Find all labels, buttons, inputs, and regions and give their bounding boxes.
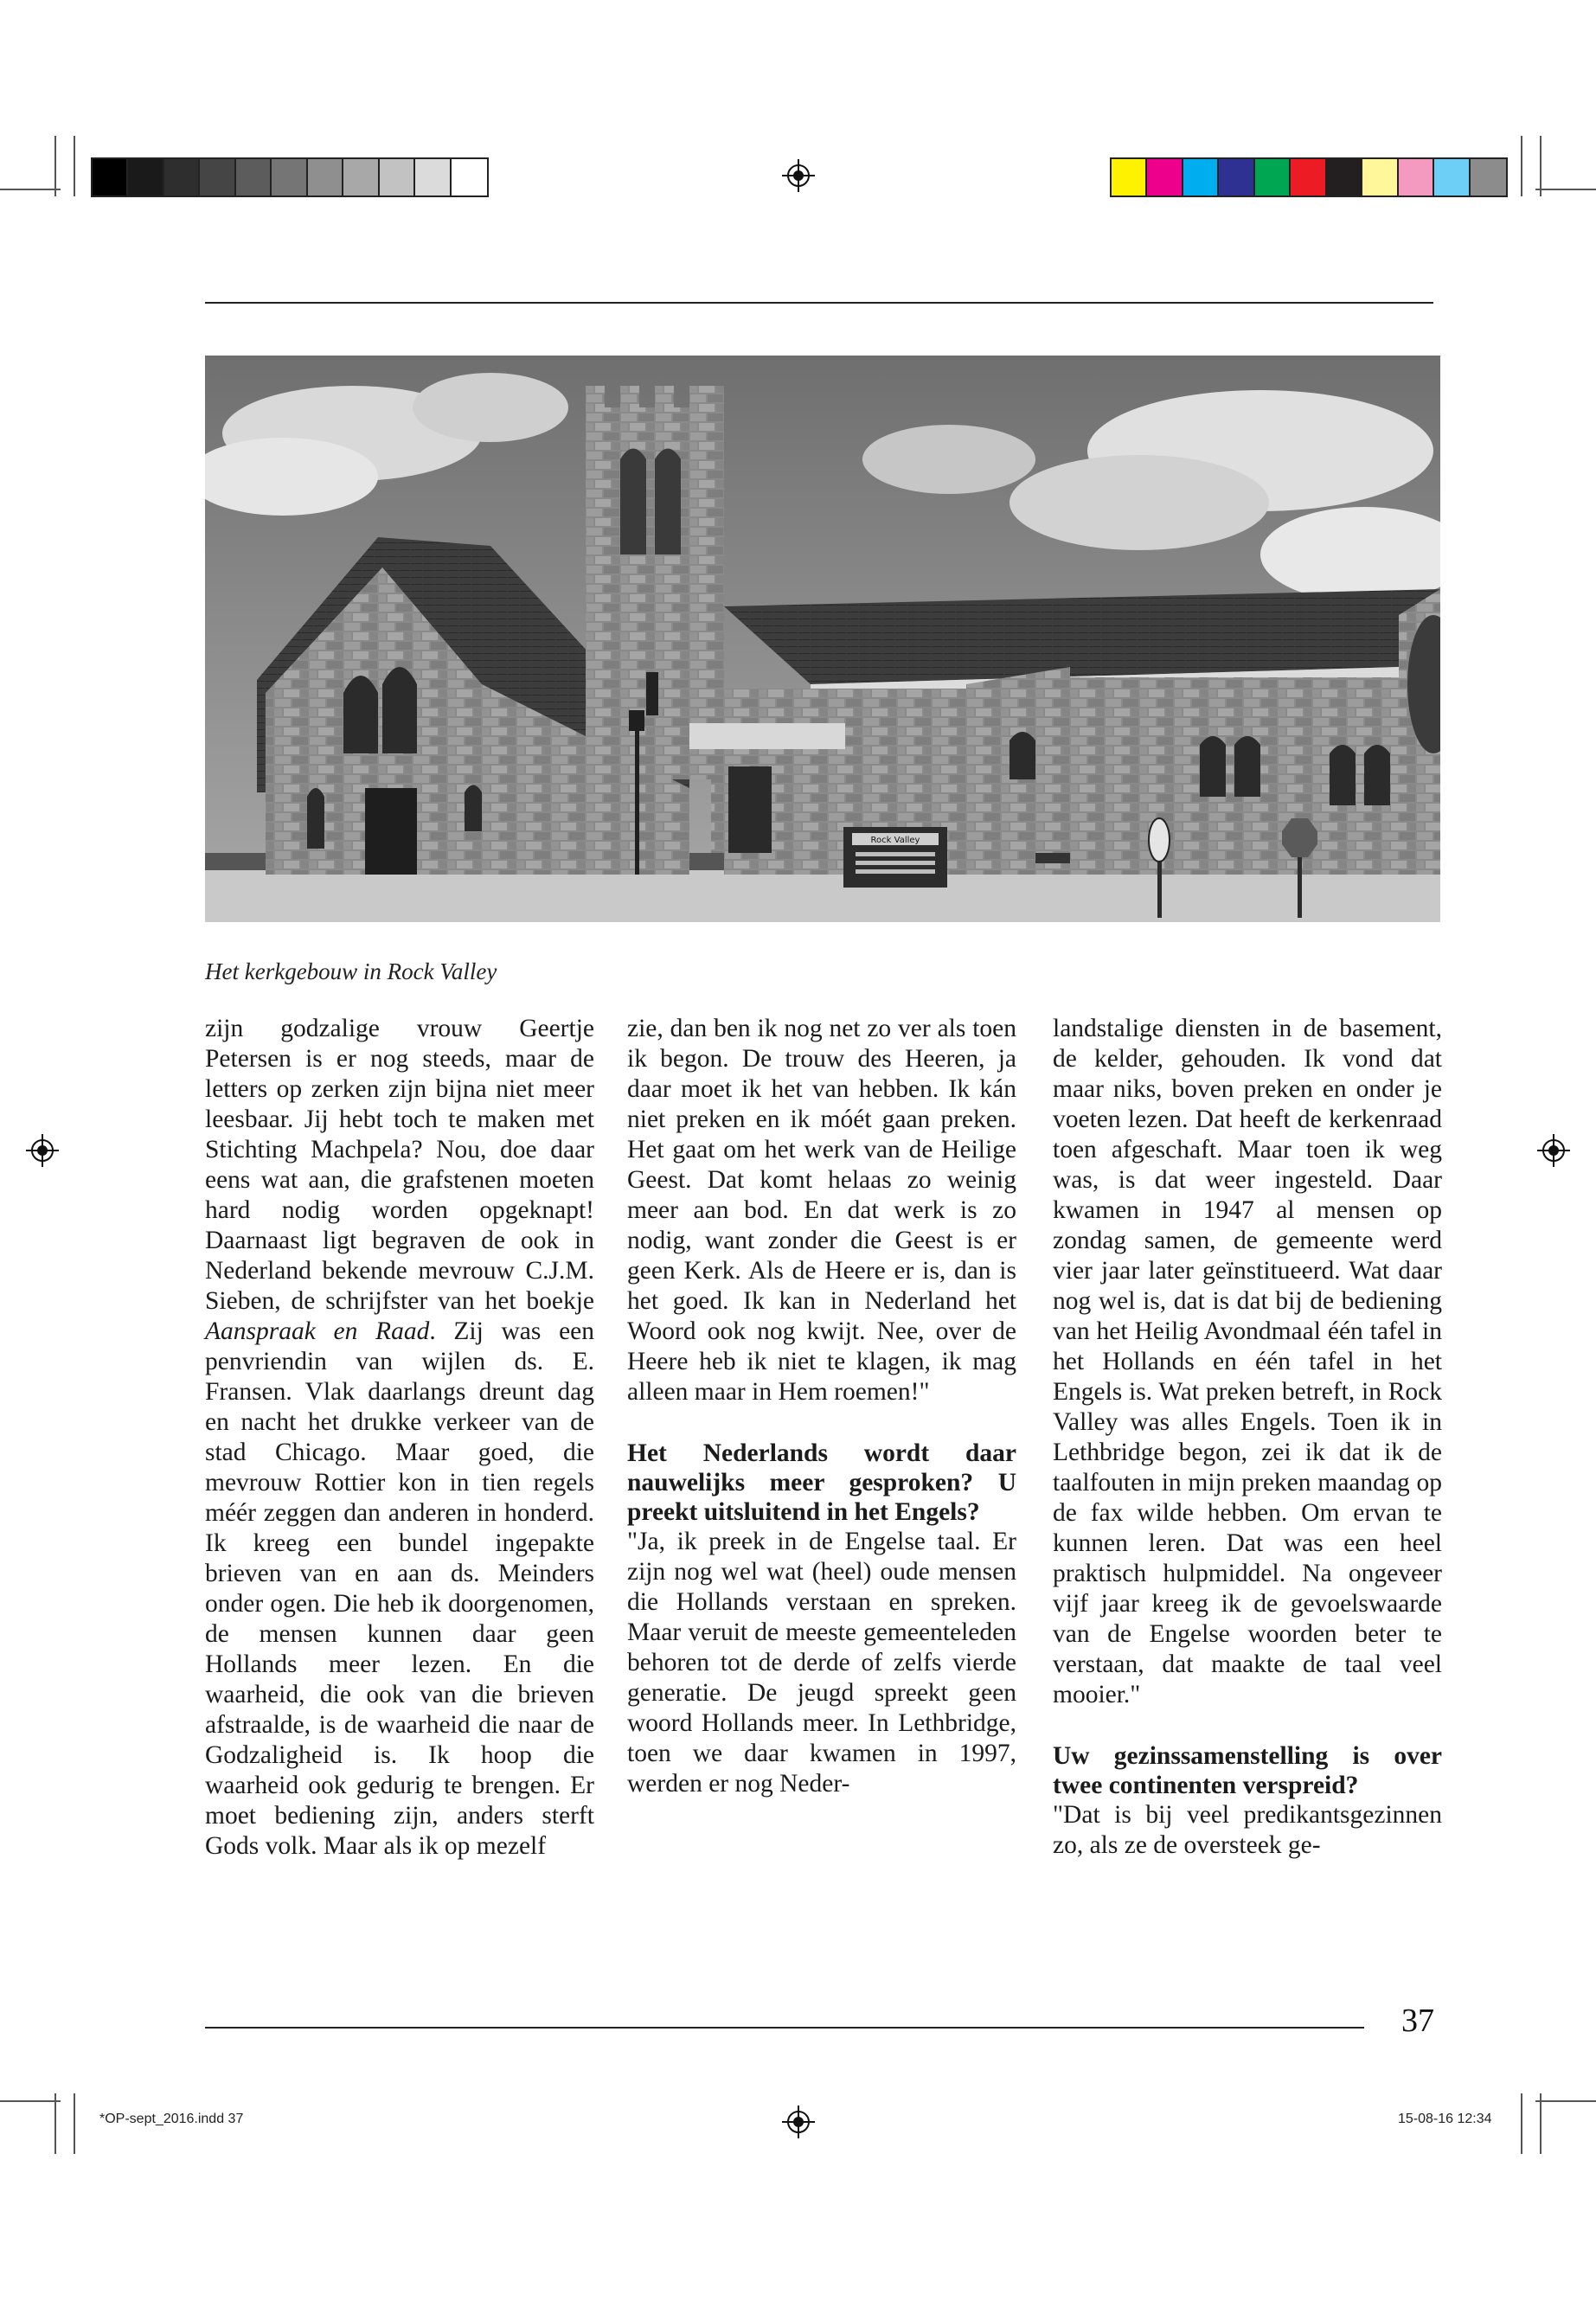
text-run: zijn godzalige vrouw Geertje Petersen is er nog steeds, maar de letters op zerken zijn bijna niet meer leesbaar. Jij hebt toch te maken met Stichting Machpela? Nou, doe daar eens wat aan, die grafstenen moeten hard nodig worden opgeknapt! Daarnaast ligt begraven de ook in Nederland bekende mevrouw C.J.M. Sieben, de schrijfster van het boekje xyxy=(205,1015,594,1315)
registration-mark-icon xyxy=(782,2106,815,2138)
calibration-swatch xyxy=(1219,159,1254,195)
calibration-swatch xyxy=(1291,159,1326,195)
calibration-swatch xyxy=(1327,159,1362,195)
color-calibration-bar xyxy=(1110,157,1508,197)
calibration-swatch xyxy=(1434,159,1470,195)
crop-mark xyxy=(54,136,56,196)
calibration-swatch xyxy=(415,159,451,195)
crop-mark xyxy=(54,2093,56,2154)
article-column-3 xyxy=(1053,1014,1442,1861)
calibration-swatch xyxy=(343,159,379,195)
crop-mark xyxy=(1521,136,1522,196)
crop-mark xyxy=(1540,2093,1542,2154)
page-number: 37 xyxy=(1401,2003,1434,2039)
crop-mark xyxy=(74,136,75,196)
calibration-swatch xyxy=(164,159,200,195)
calibration-swatch xyxy=(1255,159,1291,195)
text-run: . Zij was een penvriendin van wijlen ds. E. Fransen. Vlak daarlangs dreunt dag en nacht het drukke verkeer van de stad Chicago. Maar goed, die mevrouw Rottier kon in tien regels méér zeggen dan anderen in honderd. Ik kreeg een bundel ingepakte brieven van en aan ds. Meinders onder ogen. Die heb ik doorgenomen, de mensen kunnen daar geen Hollands meer lezen. En die waarheid, die ook van die brieven afstraalde, is de waarheid die naar de Godzaligheid is. Ik hoop die waarheid ook gedurig te brengen. Er moet bediening zijn, anders sterft Gods volk. Maar als ik op mezelf xyxy=(205,1317,595,1860)
church-illustration xyxy=(205,356,1440,922)
slug-filename: *OP-sept_2016.indd 37 xyxy=(99,2112,244,2126)
crop-mark xyxy=(1535,189,1596,190)
footer-rule xyxy=(205,2027,1364,2029)
calibration-swatch xyxy=(1112,159,1147,195)
calibration-swatch xyxy=(452,159,487,195)
paragraph: zie, dan ben ik nog net zo ver als toen ik begon. De trouw des Heeren, ja daar moet ik het van hebben. Ik kán niet preken en ik móét gaan preken. Het gaat om het werk van de Heilige Geest. Dat komt helaas zo weinig meer aan bod. En dat werk is zo nodig, want zonder die Geest is er geen Kerk. Als de Heere er is, dan is het goed. Ik kan in Nederland het Woord ook nog kwijt. Nee, over de Heere heb ik niet te klagen, ik mag alleen maar in Hem roemen!" xyxy=(627,1015,1016,1406)
crop-mark xyxy=(1540,136,1542,196)
paragraph: landstalige diensten in de basement, de kelder, gehouden. Ik vond dat maar niks, boven preken en onder je voeten lezen. Dat heeft de kerkenraad toen afgeschaft. Maar toen ik weg was, is dat weer ingesteld. Daar kwamen in 1947 al mensen op zondag samen, de gemeente werd vier jaar later geïnstitueerd. Wat daar nog wel is, dat is dat bij de bediening van het Heilig Avondmaal één tafel in het Hollands en één tafel in het Engels is. Wat preken betreft, in Rock Valley was alles Engels. Toen ik in Lethbridge begon, zei ik dat ik de taalfouten in mijn preken maandag op de fax wilde hebben. Om ervan te kunnen leren. Dat was een heel praktisch hulpmiddel. Na ongeveer vijf jaar kreeg ik de gevoelswaarde van de Engelse woorden beter te verstaan, dat maakte de taal veel mooier." xyxy=(1053,1015,1442,1708)
article-column-2 xyxy=(627,1014,1016,1799)
registration-mark-icon xyxy=(1537,1134,1570,1167)
article-column-1 xyxy=(205,1014,594,1862)
interview-question: Uw gezinssamenstelling is over twee continenten verspreid? xyxy=(1053,1742,1442,1799)
interview-question: Het Nederlands wordt daar nauwelijks meer gesproken? U preekt uitsluitend in het Engels? xyxy=(627,1439,1016,1526)
calibration-swatch xyxy=(1183,159,1219,195)
registration-mark-icon xyxy=(26,1134,59,1167)
calibration-swatch xyxy=(380,159,415,195)
crop-mark xyxy=(1521,2093,1522,2154)
header-rule xyxy=(205,302,1433,304)
calibration-swatch xyxy=(272,159,307,195)
crop-mark xyxy=(0,2100,61,2102)
paragraph xyxy=(205,1014,594,1862)
church-photo xyxy=(205,356,1440,922)
paragraph: "Ja, ik preek in de Engelse taal. Er zijn nog wel wat (heel) oude mensen die Hollands verstaan en spreken. Maar veruit de meeste gemeenteleden behoren tot de derde of zelfs vierde generatie. De jeugd spreekt geen woord Hollands meer. In Lethbridge, toen we daar kwamen in 1997, werden er nog Neder- xyxy=(627,1528,1016,1798)
calibration-swatch xyxy=(128,159,163,195)
book-title: Aanspraak en Raad xyxy=(205,1317,430,1345)
church-sign-text: Rock Valley xyxy=(870,836,920,845)
calibration-swatch xyxy=(308,159,343,195)
crop-mark xyxy=(1535,2100,1596,2102)
calibration-swatch xyxy=(1362,159,1398,195)
crop-mark xyxy=(0,189,61,190)
calibration-swatch xyxy=(200,159,235,195)
calibration-swatch xyxy=(1399,159,1434,195)
gray-calibration-bar xyxy=(91,157,489,197)
calibration-swatch xyxy=(1471,159,1506,195)
photo-caption: Het kerkgebouw in Rock Valley xyxy=(205,958,497,984)
calibration-swatch xyxy=(93,159,128,195)
slug-timestamp: 15-08-16 12:34 xyxy=(1398,2112,1492,2126)
calibration-swatch xyxy=(1147,159,1183,195)
registration-mark-icon xyxy=(782,159,815,192)
crop-mark xyxy=(74,2093,75,2154)
paragraph: "Dat is bij veel predikantsgezinnen zo, als ze de oversteek ge- xyxy=(1053,1801,1442,1859)
calibration-swatch xyxy=(236,159,272,195)
